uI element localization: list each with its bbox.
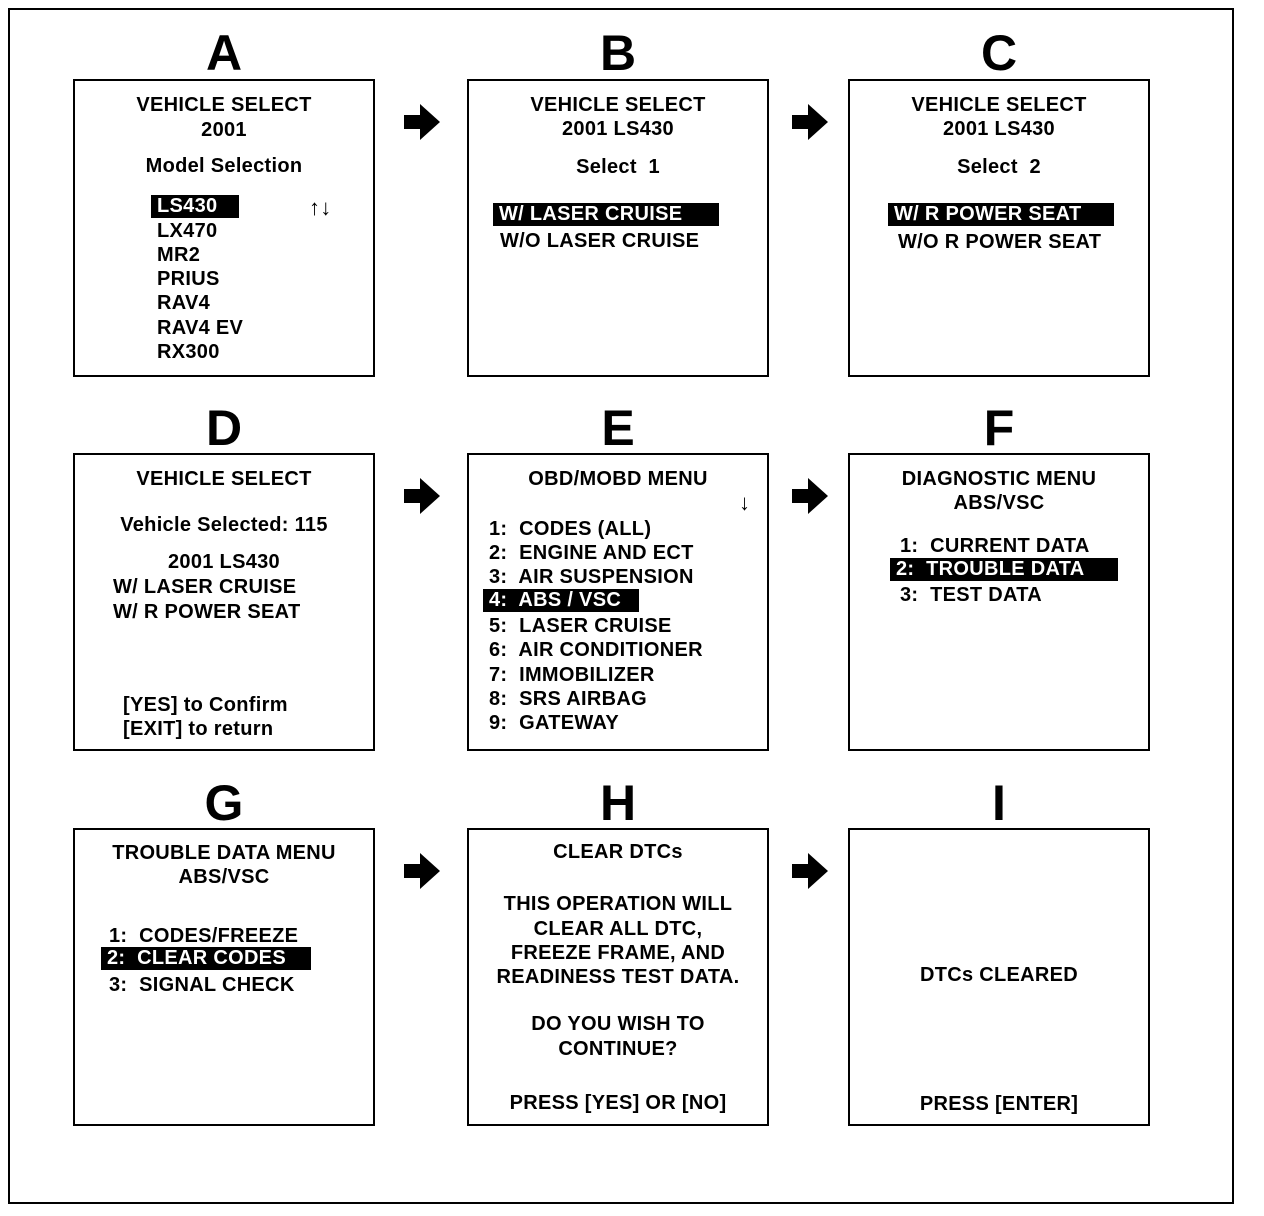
panel-i-message: DTCs CLEARED: [919, 964, 1079, 986]
panel-a-letter: A: [205, 25, 243, 81]
panel-d-exit-hint: [EXIT] to return: [123, 718, 274, 740]
panel-d-title: VEHICLE SELECT: [136, 468, 312, 490]
panel-f-menu-item-selected[interactable]: 2: TROUBLE DATA: [890, 558, 1118, 581]
panel-h-message-line: THIS OPERATION WILL: [503, 893, 733, 915]
arrow-g-to-h-icon: [402, 851, 442, 891]
panel-c-vehicle: 2001 LS430: [943, 118, 1055, 140]
panel-f-subtitle: ABS/VSC: [953, 492, 1045, 514]
arrow-a-to-b-icon: [402, 102, 442, 142]
down-arrow-icon: ↓: [739, 490, 751, 515]
panel-f-menu-item[interactable]: 1: CURRENT DATA: [900, 535, 1090, 557]
panel-c-select-label: Select 2: [957, 156, 1041, 178]
arrow-e-to-f-icon: [790, 476, 830, 516]
panel-h-screen: [467, 828, 769, 1126]
panel-a-model-item[interactable]: LX470: [157, 220, 218, 242]
arrow-h-to-i-icon: [790, 851, 830, 891]
panel-d-selected-line: Vehicle Selected: 115: [120, 514, 328, 536]
arrow-d-to-e-icon: [402, 476, 442, 516]
panel-h-question-line: DO YOU WISH TO: [531, 1013, 705, 1035]
panel-h-prompt: PRESS [YES] OR [NO]: [509, 1092, 727, 1114]
panel-d-letter: D: [205, 400, 243, 456]
panel-e-menu-item[interactable]: 5: LASER CRUISE: [489, 615, 672, 637]
panel-h-message-line: CLEAR ALL DTC,: [533, 918, 703, 940]
panel-a-year: 2001: [201, 119, 247, 141]
panel-h-message-line: READINESS TEST DATA.: [496, 966, 740, 988]
panel-d-screen: [73, 453, 375, 751]
arrow-b-to-c-icon: [790, 102, 830, 142]
panel-e-menu-item[interactable]: 8: SRS AIRBAG: [489, 688, 647, 710]
panel-g-letter: G: [204, 775, 244, 831]
panel-e-menu-item[interactable]: 6: AIR CONDITIONER: [489, 639, 703, 661]
panel-e-menu-item[interactable]: 9: GATEWAY: [489, 712, 619, 734]
panel-g-subtitle: ABS/VSC: [178, 866, 270, 888]
panel-a-model-item[interactable]: PRIUS: [157, 268, 220, 290]
panel-b-screen: [467, 79, 769, 377]
panel-f-menu-item[interactable]: 3: TEST DATA: [900, 584, 1043, 606]
panel-b-letter: B: [599, 25, 637, 81]
panel-f-letter: F: [983, 400, 1015, 456]
panel-c-selected-option[interactable]: W/ R POWER SEAT: [888, 203, 1114, 226]
panel-i-letter: I: [992, 775, 1006, 831]
panel-b-vehicle: 2001 LS430: [562, 118, 674, 140]
panel-h-message-line: FREEZE FRAME, AND: [510, 942, 726, 964]
panel-b-option[interactable]: W/O LASER CRUISE: [500, 230, 700, 252]
panel-c-option[interactable]: W/O R POWER SEAT: [898, 231, 1102, 253]
panel-e-menu-item[interactable]: 2: ENGINE AND ECT: [489, 542, 694, 564]
panel-c-title: VEHICLE SELECT: [911, 94, 1087, 116]
panel-d-confirm-hint: [YES] to Confirm: [123, 694, 288, 716]
panel-e-menu-item-selected[interactable]: 4: ABS / VSC: [483, 589, 639, 612]
panel-c-letter: C: [980, 25, 1018, 81]
panel-d-option2: W/ R POWER SEAT: [113, 601, 301, 623]
panel-g-menu-item[interactable]: 3: SIGNAL CHECK: [109, 974, 295, 996]
panel-b-selected-option[interactable]: W/ LASER CRUISE: [493, 203, 719, 226]
panel-d-option1: W/ LASER CRUISE: [113, 576, 297, 598]
panel-a-model-item[interactable]: MR2: [157, 244, 201, 266]
panel-g-menu-item-selected[interactable]: 2: CLEAR CODES: [101, 947, 311, 970]
panel-e-screen: [467, 453, 769, 751]
panel-d-vehicle: 2001 LS430: [168, 551, 280, 573]
panel-a-model-item[interactable]: RX300: [157, 341, 220, 363]
panel-g-title: TROUBLE DATA MENU: [112, 842, 336, 864]
panel-a-screen: [73, 79, 375, 377]
panel-h-letter: H: [599, 775, 637, 831]
panel-h-title: CLEAR DTCs: [553, 841, 683, 863]
panel-f-title: DIAGNOSTIC MENU: [901, 468, 1097, 490]
panel-g-screen: [73, 828, 375, 1126]
panel-c-screen: [848, 79, 1150, 377]
panel-e-title: OBD/MOBD MENU: [528, 468, 708, 490]
panel-e-letter: E: [601, 400, 635, 456]
panel-a-title: VEHICLE SELECT: [136, 94, 312, 116]
panel-i-screen: [848, 828, 1150, 1126]
panel-a-selected-model[interactable]: LS430: [151, 195, 239, 218]
panel-b-title: VEHICLE SELECT: [530, 94, 706, 116]
panel-i-prompt: PRESS [ENTER]: [919, 1093, 1079, 1115]
panel-b-select-label: Select 1: [576, 156, 660, 178]
panel-e-menu-item[interactable]: 3: AIR SUSPENSION: [489, 566, 694, 588]
panel-a-subtitle: Model Selection: [145, 155, 303, 177]
panel-f-screen: [848, 453, 1150, 751]
panel-e-menu-item[interactable]: 7: IMMOBILIZER: [489, 664, 655, 686]
panel-e-menu-item[interactable]: 1: CODES (ALL): [489, 518, 652, 540]
up-down-arrows-icon: ↑↓: [309, 195, 332, 220]
panel-a-model-item[interactable]: RAV4 EV: [157, 317, 244, 339]
panel-g-menu-item[interactable]: 1: CODES/FREEZE: [109, 925, 299, 947]
panel-a-model-item[interactable]: RAV4: [157, 292, 211, 314]
panel-h-question-line: CONTINUE?: [558, 1038, 678, 1060]
